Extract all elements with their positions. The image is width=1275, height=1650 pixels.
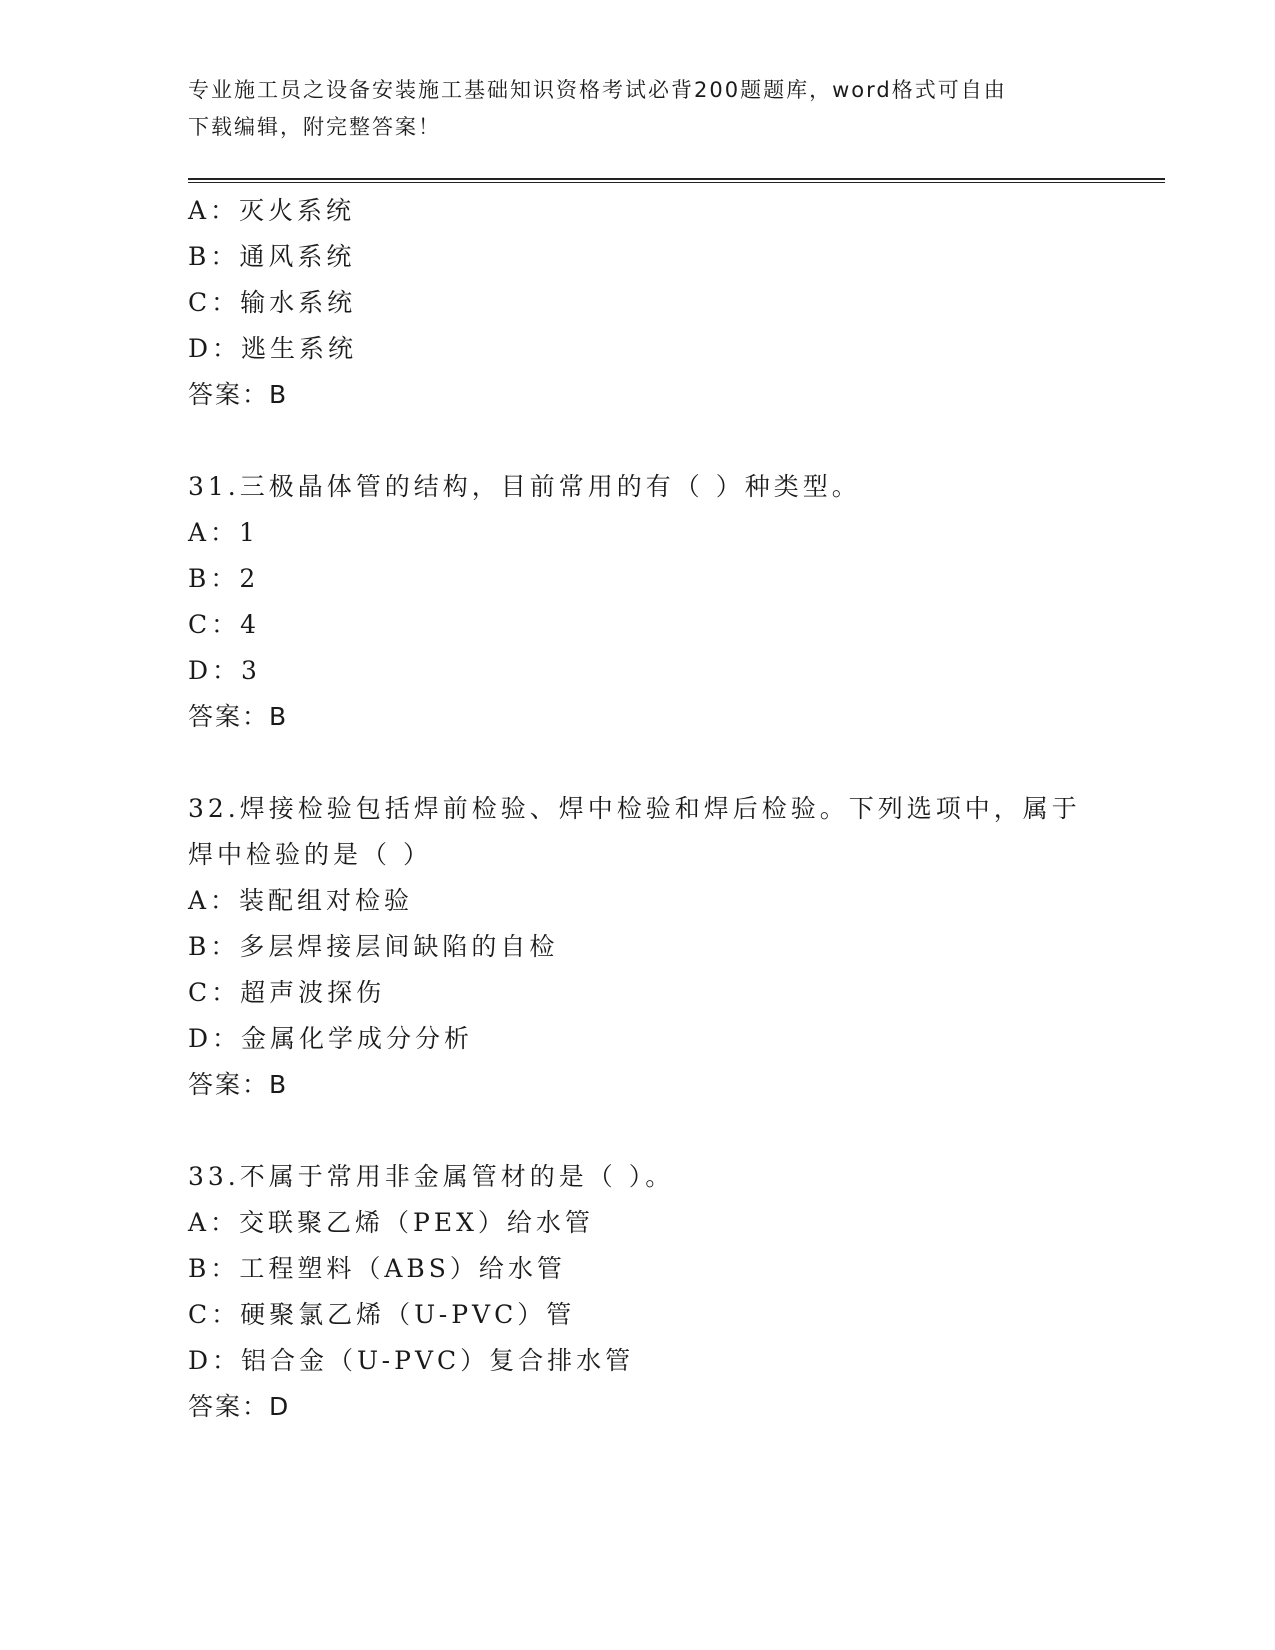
answer: 答案：D [188,1392,291,1421]
option-b: B：通风系统 [188,242,356,271]
question-stem-cont: 焊中检验的是（ ） [188,840,432,869]
option-d: D：铝合金（U-PVC）复合排水管 [188,1346,635,1375]
option-c: C：输水系统 [188,288,357,317]
answer: 答案：B [188,380,289,409]
header-line-2: 下载编辑，附完整答案！ [188,115,441,139]
answer: 答案：B [188,702,289,731]
question-list [188,188,1148,1430]
header-line-1: 专业施工员之设备安装施工基础知识资格考试必背200题题库，word格式可自由 [188,78,1007,102]
option-d: D：3 [188,656,261,685]
option-b: B：多层焊接层间缺陷的自检 [188,932,559,961]
document-header [188,72,1088,146]
question-block-prev [188,188,1148,418]
question-32 [188,786,1148,1108]
option-d: D：逃生系统 [188,334,358,363]
option-c: C：硬聚氯乙烯（U-PVC）管 [188,1300,576,1329]
option-c: C：超声波探伤 [188,978,386,1007]
option-a: A：灭火系统 [188,196,356,225]
question-33 [188,1154,1148,1430]
question-stem: 32.焊接检验包括焊前检验、焊中检验和焊后检验。下列选项中，属于 [188,794,1081,823]
option-a: A：1 [188,518,259,547]
answer: 答案：B [188,1070,289,1099]
option-a: A：交联聚乙烯（PEX）给水管 [188,1208,594,1237]
header-divider [188,178,1165,183]
question-stem: 33.不属于常用非金属管材的是（ ）。 [188,1162,675,1191]
question-31 [188,464,1148,740]
option-c: C：4 [188,610,261,639]
question-stem: 31.三极晶体管的结构，目前常用的有（ ）种类型。 [188,472,861,501]
option-a: A：装配组对检验 [188,886,414,915]
option-d: D：金属化学成分分析 [188,1024,474,1053]
option-b: B：工程塑料（ABS）给水管 [188,1254,566,1283]
option-b: B：2 [188,564,260,593]
